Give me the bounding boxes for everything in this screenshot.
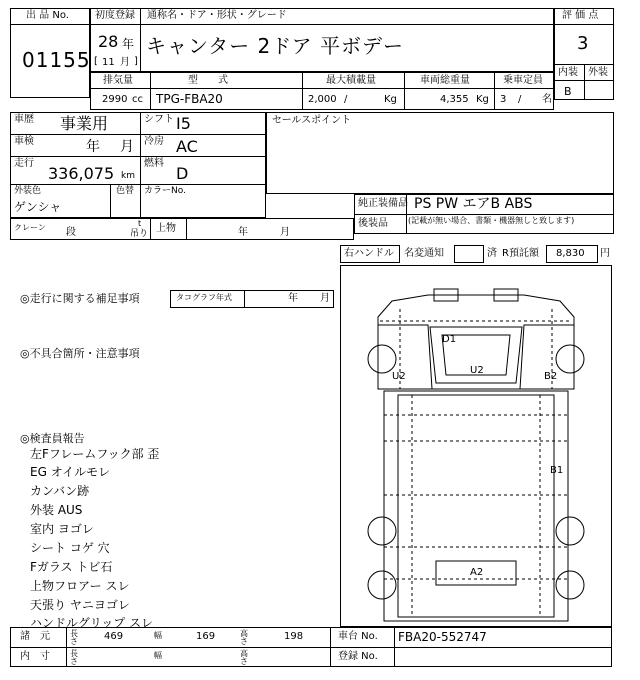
color-change-label: 色替	[116, 186, 135, 196]
damage-mark-A2: A2	[470, 567, 484, 578]
inspector-item: シート コゲ 穴	[30, 541, 110, 555]
reg-month-unit: 月	[120, 57, 130, 68]
exterior-color-label: 外装色	[14, 186, 42, 196]
deck-month-unit: 月	[280, 227, 290, 238]
shift-value: I5	[176, 114, 191, 133]
interior-grade-label: 内装	[558, 67, 578, 78]
max-load-value: 2,000	[308, 94, 337, 105]
color-code-label: カラーNo.	[144, 186, 186, 196]
crane-hang: 吊り	[130, 229, 149, 239]
inspection-year-unit: 年	[86, 139, 100, 155]
inspector-item: 左Fフレームフック部 歪	[30, 447, 160, 461]
recycle-deposit-label: R預託額	[502, 248, 539, 259]
gross-weight-unit: Kg	[476, 94, 489, 105]
mileage-unit: km	[121, 171, 135, 181]
inspector-item: 外装 AUS	[30, 503, 83, 517]
capacity-label: 乗車定員	[503, 75, 543, 86]
fuel-value: D	[176, 164, 189, 183]
width-label: 幅	[154, 631, 162, 640]
fuel-label: 燃料	[144, 158, 164, 169]
deck-label: 上物	[156, 223, 176, 234]
overall-grade: 3	[577, 33, 589, 54]
reg-year: 28	[98, 32, 119, 51]
damage-mark-B2: B2	[544, 371, 558, 382]
grade-label: 評 価 点	[562, 10, 599, 21]
damage-mark-U2-center: U2	[470, 365, 484, 376]
lot-label: 出 品 No.	[26, 10, 69, 21]
inspector-item: EG オイルモレ	[30, 465, 111, 479]
ac-value: AC	[176, 137, 198, 156]
dims-label: 諸 元	[20, 631, 50, 642]
tachograph-label: タコグラフ年式	[176, 293, 232, 302]
max-load-label: 最大積載量	[326, 75, 376, 86]
displacement-label: 排気量	[103, 75, 133, 86]
retrofit-label: 後装品	[358, 218, 388, 229]
tachograph-month-unit: 月	[320, 293, 330, 304]
height-value: 198	[284, 631, 304, 642]
length-label: 長さ	[70, 629, 78, 646]
history-value: 事業用	[60, 114, 109, 133]
crane-box	[10, 218, 354, 240]
width-value: 169	[196, 631, 216, 642]
chassis-label: 車台 No.	[338, 631, 378, 642]
vehicle-name: キャンター 2ドア 平ボデー	[146, 34, 405, 58]
max-load-unit: Kg	[384, 94, 397, 105]
recycle-amount: 8,830	[556, 248, 585, 259]
equipment-value: PS PW エアB ABS	[414, 196, 533, 212]
interior-dims-label: 内 寸	[20, 651, 50, 662]
mileage-value: 336,075	[48, 164, 115, 183]
crane-ton: t	[138, 219, 142, 228]
capacity-unit: 名	[542, 94, 552, 105]
ac-label: 冷房	[144, 136, 164, 147]
exterior-color-value: ゲンシャ	[14, 200, 62, 214]
tachograph-year-unit: 年	[288, 293, 298, 304]
model-value: TPG-FBA20	[156, 92, 223, 106]
interior-width-label: 幅	[154, 651, 162, 660]
retrofit-note: (記載が無い場合、書類・機器無しと致します)	[408, 216, 575, 225]
defects-heading: ◎不具合箇所・注意事項	[20, 347, 140, 360]
mileage-label: 走行	[14, 158, 34, 169]
name-change-label: 名変通知	[404, 248, 444, 259]
inspection-month-unit: 月	[120, 139, 134, 155]
gross-weight-value: 4,355	[440, 94, 469, 105]
displacement-value: 2990	[102, 94, 128, 105]
shift-label: シフト	[144, 114, 174, 125]
inspector-item: カンバン跡	[30, 484, 90, 498]
inspector-item: 室内 ヨゴレ	[30, 522, 94, 536]
recycle-unit: 円	[600, 248, 610, 259]
capacity-value: 3	[500, 94, 507, 105]
exterior-grade-label: 外装	[588, 67, 608, 78]
deck-year-unit: 年	[238, 227, 248, 238]
inspector-item: 天張り ヤニヨゴレ	[30, 598, 130, 612]
inspector-heading: ◎検査員報告	[20, 432, 85, 445]
damage-mark-D1: D1	[442, 334, 457, 345]
name-label: 通称名・ドア・形状・グレード	[147, 10, 287, 21]
interior-grade: B	[564, 85, 572, 98]
model-label: 型 式	[188, 75, 228, 86]
displacement-unit: cc	[132, 94, 143, 105]
equipment-label: 純正装備品	[358, 198, 408, 209]
reg-month: 11	[102, 57, 115, 68]
crane-stage-unit: 段	[66, 227, 76, 238]
inspection-label: 車検	[14, 136, 34, 147]
sales-point-label: セールスポイント	[272, 115, 352, 126]
inspector-item: Fガラス トビ石	[30, 560, 113, 574]
history-label: 車歴	[14, 114, 34, 125]
recycle-done: 済	[487, 248, 497, 259]
registration-label: 登録 No.	[338, 651, 378, 662]
name-change-box	[454, 245, 484, 263]
steering: 右ハンドル	[344, 248, 394, 259]
damage-mark-U2-left: U2	[392, 371, 406, 382]
damage-mark-B1: B1	[550, 465, 564, 476]
first-reg-label: 初度登録	[95, 10, 135, 21]
interior-height-label: 高さ	[240, 649, 248, 666]
lot-number: 01155	[22, 48, 91, 72]
height-label: 高さ	[240, 629, 248, 646]
inspector-item: ハンドルグリップ スレ	[30, 616, 154, 630]
chassis-value: FBA20-552747	[398, 630, 487, 644]
reg-year-unit: 年	[122, 37, 135, 51]
crane-label: クレーン	[14, 223, 46, 232]
inspector-item: 上物フロアー スレ	[30, 579, 130, 593]
length-value: 469	[104, 631, 124, 642]
mileage-note-heading: ◎走行に関する補足事項	[20, 292, 140, 305]
interior-length-label: 長さ	[70, 649, 78, 666]
gross-weight-label: 車両総重量	[420, 75, 470, 86]
